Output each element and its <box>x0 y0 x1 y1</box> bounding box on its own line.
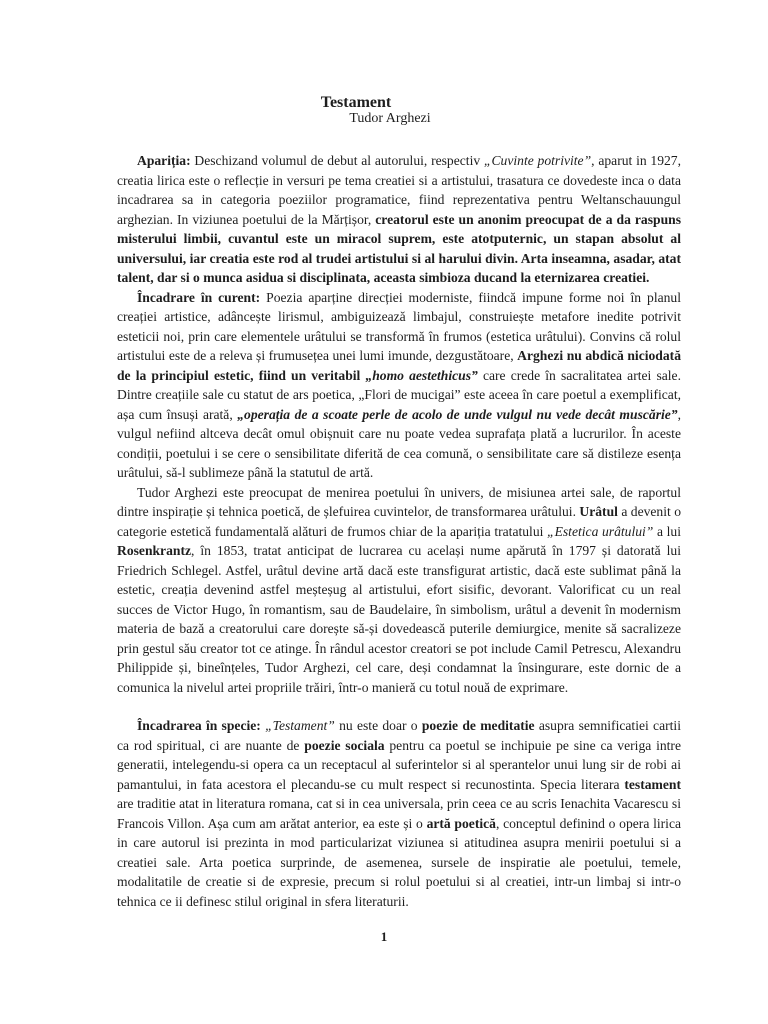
text-run: pentru ca poetul se inchipuie pe sine ca veriga intre generatii, intelegendu-si opera ca un receptacul al suferintelor si al sperantelor unui lung sir de robi ai pamantului, in fata acestora el plecandu-se cu mult respect si recunostinta. Specia literara <box>117 737 681 792</box>
text-run: Arghezi nu abdică niciodată de la principiul estetic, fiind un veritabil <box>117 348 681 383</box>
text-run: „homo aestethicus” <box>365 367 478 383</box>
text-run: artă poetică <box>426 815 496 831</box>
paragraph-incadrare-curent <box>117 288 681 483</box>
text-run: are traditie atat in literatura romana, cat si in cea universala, prin ceea ce au scris Ienachita Vacarescu si Francois Villon. Așa cum am arătat anterior, ea este și o <box>117 796 681 831</box>
document-body <box>117 151 681 911</box>
paragraph-incadrare-specie <box>117 716 681 911</box>
text-run: a lui <box>653 523 681 539</box>
text-run: Urâtul <box>579 504 618 519</box>
document-title: Testament <box>320 94 392 111</box>
text-run: „operația de a scoate perle de acolo de unde vulgul nu vede decât muscărie” <box>237 406 678 422</box>
text-run: poezie sociala <box>304 737 385 753</box>
text-run: Încadrarea în specie: <box>137 718 261 733</box>
text-run: testament <box>624 776 681 792</box>
paragraph-spacer <box>117 697 681 716</box>
text-run: , vulgul nefiind altceva decât omul obișnuit care nu poate vedea suprafața plată a lucrurilor. În aceste condiții, poetului i se cere o sensibilitate diferită de cea comună, o sensibilitate care să distileze esența urâtului, să-l sublimeze până la statutul de artă. <box>117 406 681 480</box>
text-run: asupra semnificatiei cartii ca rod spiritual, ci are nuante de <box>117 718 681 753</box>
text-run: Tudor Arghezi este preocupat de menirea poetului în univers, de misiunea artei sale, de raportul dintre inspirație și tehnica poetică, de șlefuirea cuvintelor, de transformarea urâtului. <box>117 484 681 519</box>
text-run: Încadrare în curent: <box>137 289 261 305</box>
text-run: „Testament” <box>265 718 335 733</box>
text-run: creatorul este un anonim preocupat de a da raspuns misterului limbii, cuvantul este un miracol suprem, este atotputernic, un stapan absolut al universului, iar creatia este rod al trudei artistului si al harului divin. Arta inseamna, asadar, atat talent, dar si o munca asidua si disciplinata, aceasta simbioza ducand la eternizarea creatiei. <box>117 211 681 285</box>
text-run: „Estetica urâtului” <box>547 523 654 539</box>
text-run: nu este doar o <box>334 718 422 733</box>
text-run: Deschizand volumul de debut al autorului, respectiv <box>190 153 484 168</box>
paragraph-uratul <box>117 483 681 698</box>
text-run: a devenit o categorie estetică fundamentală alături de frumos chiar de la apariția tratatului <box>117 504 681 539</box>
text-run: „Cuvinte potrivite” <box>483 153 592 168</box>
text-run: care crede în sacralitatea artei sale. Dintre creațiile sale cu statut de ars poetica, „Flori de mucigai” este aceea în care poetul a exemplificat, așa cum însuși arată, <box>117 367 681 422</box>
text-run: , aparut in 1927, creatia lirica este o reflecție in versuri pe tema creatiei si a artistului, trasatura ce dovedeste inca o data incadrarea sa in categoria poeziilor programatice, fiind reprezentativa pentru Weltanschauungul arghezian. In viziunea poetului de la Mărțișor, <box>117 153 681 227</box>
text-run: poezie de meditatie <box>421 718 535 733</box>
page-number: 1 <box>380 929 388 944</box>
text-run: , în 1853, tratat anticipat de lucrarea cu același nume apărută în 1797 și datorată lui Friedrich Schlegel. Astfel, urâtul devine artă dacă este transfigurat artistic, dacă este sublimat până la estetic, creația devenind astfel meșteșug al artistului, efort sisific, devorant. Valorificat cu un real succes de Victor Hugo, în romantism, sau de Baudelaire, în simbolism, urâtul a devenit în modernism materia de bază a creatorului care dorește să-și dovedească puterile demiurgice, menite să sacralizeze prin gestul său creator tot ce atinge. În rândul acestor creatori se pot include Camil Petrescu, Alexandru Philippide și, bineînțeles, Tudor Arghezi, cel care, deși condamnat la însingurare, este dornic de a comunica la nivelul artei propriile trăiri, într-o manieră cu totul nouă de exprimare. <box>117 543 681 695</box>
paragraph-aparitia <box>117 151 681 288</box>
document-author: Tudor Arghezi <box>349 111 431 126</box>
text-run: Poezia aparține direcției moderniste, fiindcă impune forme noi în planul creației artistice, adâncește lirismul, ambiguizează limbajul, construiește metafore inedite potrivit esteticii noi, prin care elementele urâtului se transformă în frumos (estetica urâtului). Convins că rolul artistului este de a releva și frumusețea unei lumi imunde, dezgustătoare, <box>117 289 681 363</box>
text-run: , conceptul definind o opera lirica in care autorul isi prezinta in mod particularizat viziunea si atitudinea asupra menirii poetului si a creatiei sale. Arta poetica surprinde, de asemenea, sursele de inspiratie ale poetului, temele, modalitatile de creatie si de expresie, precum si rolul poetului si al creatiei, intr-un limbaj si intr-o tehnica ce ii definesc stilul original in sfera literaturii. <box>117 815 682 909</box>
text-run: Rosenkrantz <box>117 543 192 558</box>
text-run: Apariția: <box>137 153 191 168</box>
